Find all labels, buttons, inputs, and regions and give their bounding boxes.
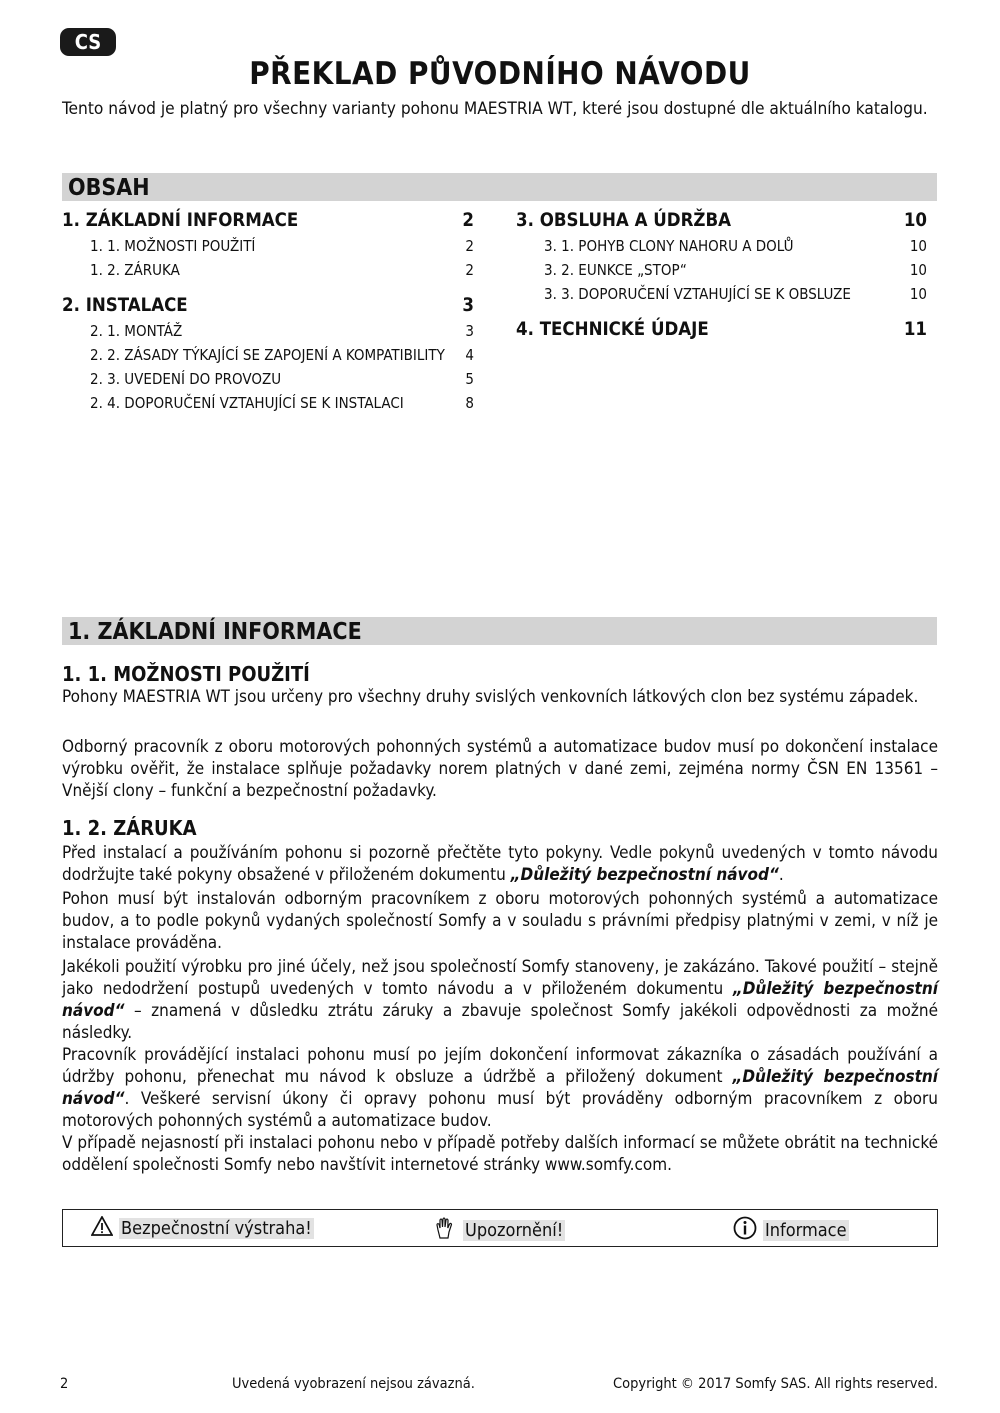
toc-entry-label: 2. 2. ZÁSADY TÝKAJÍCÍ SE ZAPOJENÍ A KOMPATIBILITY (90, 346, 445, 364)
document-reference: „Důležitý bezpečnostní návod“ (510, 865, 779, 885)
toc-entry-label: 1. 1. MOŽNOSTI POUŽITÍ (90, 237, 256, 255)
toc-subsection-entry (90, 261, 474, 279)
paragraph: Před instalací a používáním pohonu si pozorně přečtěte tyto pokyny. Vedle pokynů uvedených v tomto návodu dodržujte také pokyny obsažené v přiloženém dokumentu „Důležitý bezpečnostní návod“. (62, 843, 938, 885)
toc-subsection-entry (90, 237, 474, 255)
toc-entry-label: 2. INSTALACE (62, 295, 188, 316)
toc-entry-page: 2 (465, 237, 474, 255)
toc-entry-label: 1. 2. ZÁRUKA (90, 261, 180, 279)
toc-entry-label: 2. 3. UVEDENÍ DO PROVOZU (90, 370, 282, 388)
toc-entry-page: 10 (903, 210, 927, 231)
legend-warning: Bezpečnostní výstraha! (91, 1216, 314, 1241)
toc-subsection-entry (544, 261, 927, 279)
toc-subsection-entry (90, 370, 474, 388)
toc-subsection-entry (544, 285, 927, 303)
toc-entry-page: 4 (465, 346, 474, 364)
toc-chapter-entry (62, 210, 474, 231)
paragraph: Odborný pracovník z oboru motorových pohonných systémů a automatizace budov musí po dokončení instalace výrobku ověřit, že instalace splňuje požadavky norem platných v dané zemi, zejména normy ČSN EN 13561 – Vnější clony – funkční a bezpečnostní požadavky. (62, 737, 938, 801)
toc-entry-label: 3. 3. DOPORUČENÍ VZTAHUJÍCÍ SE K OBSLUZE (544, 285, 851, 303)
paragraph: Pohony MAESTRIA WT jsou určeny pro všechny druhy svislých venkovních látkových clon bez systému západek. (62, 687, 919, 707)
paragraph: Pracovník provádějící instalaci pohonu musí po jejím dokončení informovat zákazníka o zásadách používání a údržby pohonu, přenechat mu návod k obsluze a údržbě a přiložený dokument „Důležitý bezpečnostní návod“. Veškeré servisní úkony či opravy pohonu musí být prováděny odborným pracovníkem z oboru motorových pohonných systémů a automatizace budov. (62, 1045, 939, 1131)
subsection-1-2-heading: 1. 2. ZÁRUKA (62, 816, 197, 840)
toc-entry-page: 3 (465, 322, 474, 340)
toc-heading: OBSAH (68, 175, 150, 201)
symbol-legend (62, 1209, 938, 1247)
toc-entry-label: 3. 2. EUNKCE „STOP“ (544, 261, 687, 279)
paragraph: Jakékoli použití výrobku pro jiné účely, než jsou společností Somfy stanoveny, je zakázáno. Takové použití – stejně jako nedodržení postupů uvedených v tomto návodu a v přiloženém dokumentu „Důležitý bezpečnostní návod“ – znamená v důsledku ztrátu záruky a zbavuje společnost Somfy jakékoli odpovědnosti za možné následky. (62, 957, 938, 1043)
toc-entry-label: 1. ZÁKLADNÍ INFORMACE (62, 210, 299, 231)
document-reference: „Důležitý bezpečnostní návod“ (62, 1067, 939, 1109)
toc-entry-page: 11 (903, 319, 927, 340)
footer-copyright: Copyright © 2017 Somfy SAS. All rights reserved. (613, 1376, 938, 1392)
subsection-1-1-heading: 1. 1. MOŽNOSTI POUŽITÍ (62, 662, 310, 686)
toc-subsection-entry (90, 346, 474, 364)
toc-subsection-entry (544, 237, 927, 255)
legend-caution: Upozornění! (433, 1216, 565, 1245)
toc-entry-page: 3 (462, 295, 474, 316)
legend-info: Informace (733, 1216, 849, 1245)
hand-icon (433, 1216, 457, 1245)
toc-entry-label: 3. OBSLUHA A ÚDRŽBA (516, 210, 732, 231)
toc-entry-page: 2 (465, 261, 474, 279)
toc-entry-label: 2. 4. DOPORUČENÍ VZTAHUJÍCÍ SE K INSTALACI (90, 394, 404, 412)
toc-heading-bar (62, 173, 937, 201)
toc-entry-page: 5 (465, 370, 474, 388)
toc-chapter-entry (516, 319, 927, 340)
footer-note: Uvedená vyobrazení nejsou závazná. (232, 1376, 475, 1392)
toc-chapter-entry (62, 295, 474, 316)
toc-entry-page: 8 (465, 394, 474, 412)
page-title: PŘEKLAD PŮVODNÍHO NÁVODU (249, 56, 751, 92)
toc-entry-page: 2 (462, 210, 474, 231)
toc-entry-page: 10 (909, 285, 927, 303)
toc-entry-label: 3. 1. POHYB CLONY NAHORU A DOLŮ (544, 237, 794, 255)
toc-chapter-entry (516, 210, 927, 231)
info-icon (733, 1216, 757, 1245)
language-badge: CS (60, 28, 116, 56)
warning-triangle-icon (91, 1216, 113, 1241)
toc-entry-label: 2. 1. MONTÁŽ (90, 322, 183, 340)
page-number: 2 (60, 1376, 69, 1392)
toc-entry-page: 10 (909, 237, 927, 255)
toc-subsection-entry (90, 394, 474, 412)
toc-entry-label: 4. TECHNICKÉ ÚDAJE (516, 319, 709, 340)
paragraph: Pohon musí být instalován odborným pracovníkem z oboru motorových pohonných systémů a automatizace budov, a to podle pokynů vydaných společností Somfy a v souladu s právními předpisy platnými v zemi, v níž je instalace prováděna. (62, 889, 938, 953)
intro-text: Tento návod je platný pro všechny varianty pohonu MAESTRIA WT, které jsou dostupné dle aktuálního katalogu. (62, 99, 928, 119)
document-reference: „Důležitý bezpečnostní návod“ (62, 979, 938, 1021)
paragraph: V případě nejasností při instalaci pohonu nebo v případě potřeby dalších informací se můžete obrátit na technické oddělení společnosti Somfy nebo navštívit internetové stránky www.somfy.com. (62, 1133, 938, 1175)
toc-entry-page: 10 (909, 261, 927, 279)
toc-subsection-entry (90, 322, 474, 340)
section-1-heading-bar (62, 617, 937, 645)
section-1-heading: 1. ZÁKLADNÍ INFORMACE (68, 619, 362, 645)
